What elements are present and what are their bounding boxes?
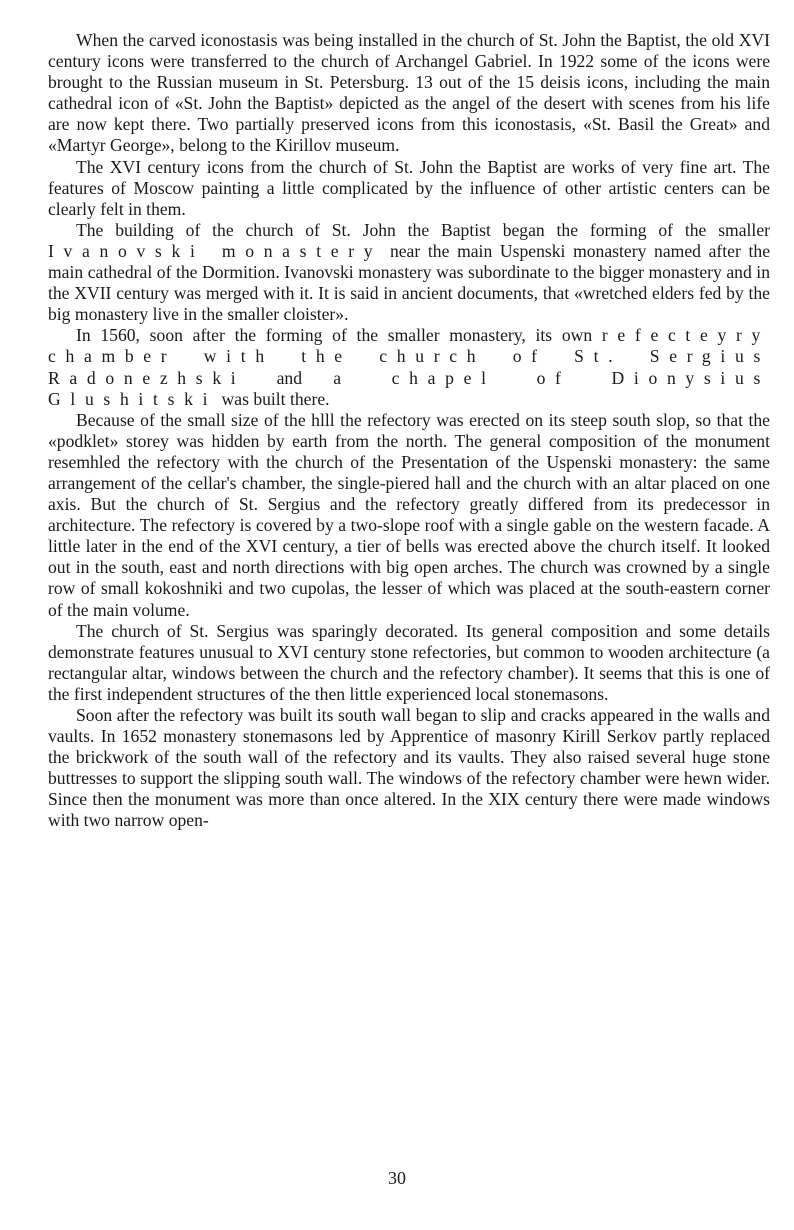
paragraph-iconostasis <box>48 30 770 157</box>
paragraph-refectory-1560 <box>48 325 770 409</box>
paragraph-text: The church of St. Sergius was sparingly decorated. Its general composition and some details demonstrate features unusual to XVI century stone refectories, but common to wooden architecture (a rectangular altar, windows between the church and the refectory chamber). It seems that this is one of the first independent structures of the then little experienced local stonemasons. <box>48 620 770 704</box>
paragraph-text: and <box>245 367 334 388</box>
paragraph-south-wall <box>48 705 770 832</box>
document-page <box>48 30 770 832</box>
paragraph-text: Because of the small size of the hlll the refectory was erected on its steep south slop, so that the «podklet» storey was hidden by earth from the north. The general composition of the monument resemhled the refectory with the church of the Presentation of the Uspenski monastery: the same arrangement of the cellar's chamber, the single-piered hall and the church with an altar placed on one axis. But the church of St. Sergius and the refectory greatly differed from its predecessor in architecture. The refectory is covered by a two-slope roof with a single gable on the western facade. A little later in the end of the XVI century, a tier of bells was erected above the church itself. It looked out in the south, east and north directions with big open arches. The church was crowned by a single row of small kokoshniki and two cupolas, the lesser of which was placed at the south-eastern corner of the main volume. <box>48 409 770 620</box>
paragraph-text: Soon after the refectory was built its south wall began to slip and cracks appeared in the walls and vaults. In 1652 monastery stonemasons led by Apprentice of masonry Kirill Serkov partly replaced the brickwork of the south wall of the refectory and its vaults. They also raised several huge stone buttresses to support the slipping south wall. The windows of the refectory chamber were hewn wider. Since then the monument was more than once altered. In the XIX century there were made windows with two narrow open- <box>48 705 770 831</box>
page-number: 30 <box>388 1168 406 1188</box>
paragraph-text: was built there. <box>217 388 330 409</box>
spaced-term: a chapel of Dionysius Glushitski <box>48 367 770 409</box>
paragraph-icons-art <box>48 157 770 220</box>
spaced-term: Ivanovski monastery <box>48 240 383 261</box>
paragraph-text: The building of the church of St. John the Baptist began the forming of the smaller <box>76 219 770 240</box>
paragraph-text: When the carved iconostasis was being installed in the church of St. John the Baptist, the old XVI century icons were transferred to the church of Archangel Gabriel. In 1922 some of the icons were brought to the Russian museum in St. Petersburg. 13 out of the 15 deisis icons, including the main cathedral icon of «St. John the Baptist» depicted as the angel of the desert with scenes from his life are now kept there. Two partially preserved icons from this iconostasis, «St. Basil the Great» and «Martyr George», belong to the Kirillov museum. <box>48 30 770 156</box>
spaced-term: refecteyry chamber with the church of St. Sergius Radonezhski <box>48 325 770 388</box>
paragraph-ivanovski-monastery <box>48 220 770 325</box>
paragraph-hill-slope <box>48 410 770 621</box>
paragraph-text: In 1560, soon after the forming of the smaller monastery, its own <box>76 325 602 346</box>
paragraph-st-sergius-decoration <box>48 621 770 705</box>
paragraph-text: near the main Uspenski monastery named after the main cathedral of the Dormition. Ivanovski monastery was subordinate to the bigger monastery and in the XVII century was merged with it. It is said in ancient documents, that «wretched elders fed by the big monastery live in the smaller cloister». <box>48 240 770 325</box>
paragraph-text: The XVI century icons from the church of St. John the Baptist are works of very fine art. The features of Moscow painting a little complicated by the influence of other artistic centers can be clearly felt in them. <box>48 156 770 219</box>
